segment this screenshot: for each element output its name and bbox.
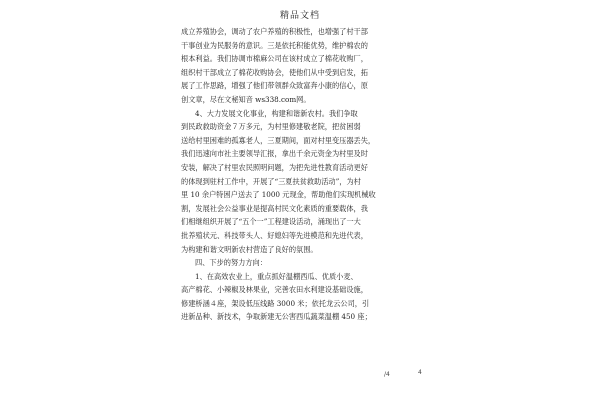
text-line: 批养殖状元、科技带头人、好媳妇等先进模范和先进代表， — [181, 230, 368, 240]
text-line: 安装，解决了村里农民照明问题，为把先进性教育活动更好 — [181, 162, 368, 172]
text-line: 创文章，尽在文秘知音 ws338.com网。 — [181, 94, 311, 104]
page-header: 精品文档 — [279, 11, 320, 21]
text-line: 修建桥涵４座，架设低压线路 3000 米；依托龙云公司，引 — [181, 298, 370, 308]
text-line: 为构建和谐文明新农村营造了良好的氛围。 — [181, 244, 318, 254]
page-mark: 4 — [418, 369, 422, 376]
text-line: 进新品种、新技术，争取新建无公害西瓜蔬菜温棚 450 座； — [181, 312, 372, 322]
text-line: 4、大力发展文化事业，构建和谐新农村。我们争取 — [195, 108, 358, 118]
section-heading: 四、下步的努力方向： — [195, 258, 267, 268]
text-line: 的体现到驻村工作中，开展了“三夏扶贫救助活动”，为村 — [181, 176, 361, 186]
document-body — [181, 25, 415, 324]
text-line: 干事创业为民服务的意识。三是依托积能优势，维护棉农的 — [181, 40, 368, 50]
text-line: 到民政救助资金７万多元，为村里修建敬老院，把贫困弱 — [181, 122, 361, 132]
text-line: 们相继组织开展了“五个一”工程建设活动，涌现出了一大 — [181, 217, 361, 227]
text-line: 里 10 余户特困户送去了 1000 元现金，帮助他们实现机械收 — [181, 190, 376, 200]
text-line: 割，发展社会公益事业是提高村民文化素质的重要载体，我 — [181, 203, 368, 213]
text-line: 1、在高效农业上，重点抓好温棚西瓜、优质小麦、 — [195, 271, 358, 281]
text-line: 成立养殖协会，调动了农户养殖的积极性，也增强了村干部 — [181, 27, 368, 36]
text-line: 高产棉花、小辣椒及林果业，完善农田水利建设基础设施， — [181, 285, 368, 295]
text-line: 我们迅速向市社主要领导汇报，拿出千余元资金为村里及时 — [181, 149, 368, 159]
text-line: 组织村干部成立了棉花收购协会，使他们从中受到启发，拓 — [181, 67, 368, 77]
text-line: 展了工作思路，增强了他们带领群众致富奔小康的信心，原 — [181, 81, 368, 91]
page-number: /4 — [384, 371, 390, 378]
text-line: 根本利益。我们协调市棉麻公司在该村成立了棉花收购厂， — [181, 54, 368, 64]
text-line: 送给村里困难的孤寡老人，三夏期间，面对村里变压器丢失， — [181, 135, 376, 145]
